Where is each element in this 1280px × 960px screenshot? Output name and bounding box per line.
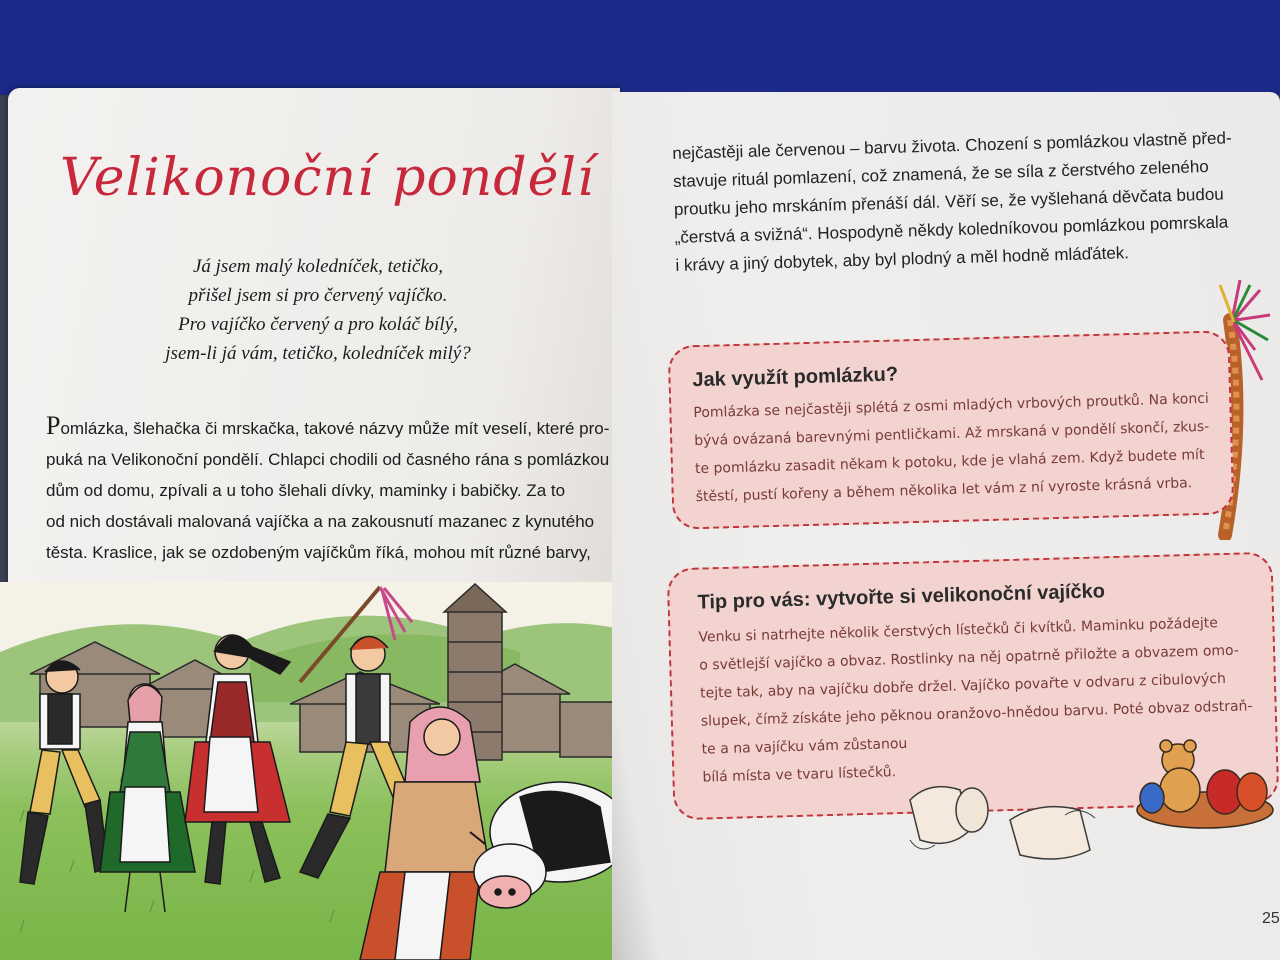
tip-box-pomlazka [668, 330, 1235, 530]
box-line: te pomlázku zasadit někam k potoku, kde je vlahá zem. Když budete mít [694, 446, 1205, 478]
body-line: stavuje rituál pomlazení, což znamená, že se síla z čerstvého zeleného [672, 157, 1210, 191]
body-line: těsta. Kraslice, jak se ozdobeným vajíčkům říká, mohou mít různé barvy, [46, 543, 591, 562]
body-line: i krávy a jiný dobytek, aby byl plodný a měl hodně mláďátek. [675, 243, 1130, 275]
easter-basket-image [1130, 730, 1280, 840]
box-line: Pomlázka se nejčastěji splétá z osmi mladých vrbových proutků. Na konci [693, 390, 1210, 422]
box-line: bývá ovázaná barevnými pentličkami. Až mrskaná v pondělí skončí, zkus- [693, 418, 1210, 450]
body-line: puká na Velikonoční pondělí. Chlapci chodili od časného rána s pomlázkou [46, 450, 610, 469]
drop-cap: P [46, 411, 61, 440]
poem-line: jsem-li já vám, tetičko, koledníček milý? [165, 343, 471, 364]
box-line: štěstí, pustí kořeny a během několika let vám z ní vyroste krásná vrba. [695, 475, 1193, 506]
page-title: Velikonoční pondělí [60, 148, 595, 208]
easter-illustration [0, 582, 632, 960]
right-body-text [672, 124, 1236, 280]
box-line: Venku si natrhejte několik čerstvých lístečků či kvítků. Maminku požádejte [698, 615, 1219, 646]
body-line: „čerstvá a svižná“. Hospodyně někdy koledníkovou pomlázkou pomrskala [674, 212, 1229, 247]
body-line: proutku jeho mrskáním přenáší dál. Věří se, že vyšlehaná děvčata budou [673, 184, 1224, 219]
body-line: Pomlázka, šlehačka či mrskačka, takové názvy může mít veselí, které pro- [46, 411, 610, 440]
body-line: nejčastěji ale červenou – barvu života. Chození s pomlázkou vlastně před- [672, 128, 1232, 163]
box-line: o světlejší vajíčko a obvaz. Rostlinky na něj opatrně přiložte a obvazem omo- [699, 642, 1240, 674]
box-line: bílá místa ve tvaru lístečků. [702, 764, 897, 786]
poem [128, 252, 508, 368]
village-scene-image [0, 582, 632, 960]
poem-line: Pro vajíčko červený a pro koláč bílý, [178, 314, 458, 335]
box-line: tejte tak, aby na vajíčku dobře držel. Vajíčko povařte v odvaru z cibulových [699, 670, 1227, 702]
body-line: dům od domu, zpívali a u toho šlehali dívky, maminky i babičky. Za to [46, 481, 566, 500]
poem-line: přišel jsem si pro červený vajíčko. [188, 285, 448, 306]
body-line: od nich dostávali malovaná vajíčka a na zakousnutí mazanec z kynutého [46, 512, 595, 531]
box-title: Jak využít pomlázku? [692, 363, 899, 392]
box-title: Tip pro vás: vytvořte si velikonoční vajíčko [697, 580, 1106, 614]
page-number: 25 [1262, 910, 1280, 927]
box-line: slupek, čímž získáte jeho pěknou oranžovo-hnědou barvu. Poté obvaz odstraň- [700, 698, 1253, 730]
hands-wrapping-egg-image [890, 770, 1100, 880]
poem-line: Já jsem malý koledníček, tetičko, [192, 256, 444, 277]
box-text [693, 385, 1211, 511]
box-line: te a na vajíčku vám zůstanou [701, 735, 908, 758]
left-body-text [46, 410, 610, 568]
